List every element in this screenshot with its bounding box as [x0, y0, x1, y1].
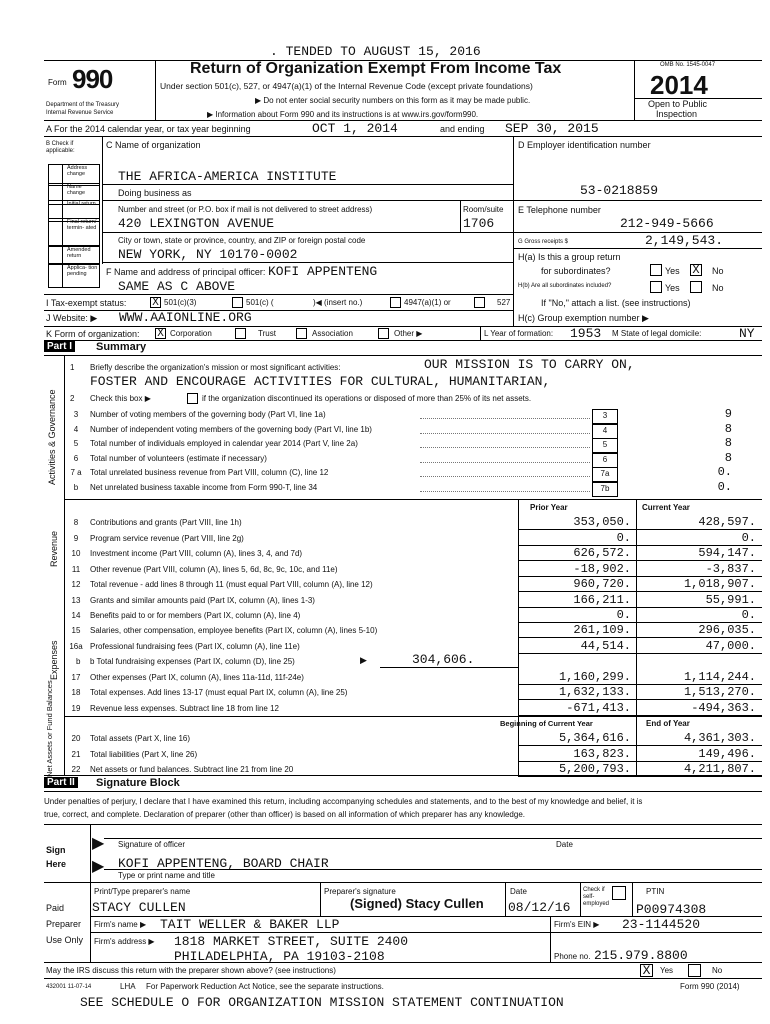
part1-title: Summary — [96, 341, 147, 353]
h-b-no-box[interactable] — [690, 281, 702, 293]
firm-ein: 23-1144520 — [622, 917, 701, 932]
prior-year-value: 5,364,616. — [558, 731, 631, 745]
line-number: 6 — [73, 453, 79, 463]
current-year-value: 1,018,907. — [683, 577, 756, 591]
current-year-value: 0. — [741, 530, 756, 545]
line16b-value: 304,606. — [412, 652, 475, 667]
prior-year-value: 1,160,299. — [558, 670, 631, 684]
tax-year-end: SEP 30, 2015 — [505, 121, 599, 136]
current-year-value: -3,837. — [705, 561, 756, 576]
h-a-no: No — [712, 266, 724, 276]
line-label: Other expenses (Part IX, column (A), lines 11a-11d, 11f-24e) — [90, 673, 304, 682]
form-trust: Trust — [258, 329, 276, 338]
discuss-no: No — [712, 966, 723, 975]
current-year-value: 149,496. — [698, 746, 756, 761]
h-b-yes-box[interactable] — [650, 281, 662, 293]
current-year-value: -494,363. — [691, 700, 756, 715]
status-insert: )◀ (insert no.) — [313, 298, 363, 307]
form-label: Form — [48, 78, 67, 87]
firm-ein-label: Firm's EIN ▶ — [554, 920, 600, 929]
current-year-value: 4,211,807. — [683, 762, 756, 776]
h-c-label: H(c) Group exemption number ▶ — [518, 313, 649, 323]
line1-label: Briefly describe the organization's mission or most significant activities: — [90, 363, 341, 372]
firm-name-label: Firm's name ▶ — [94, 920, 147, 929]
status-501c-box[interactable] — [232, 297, 243, 308]
prior-year-value: 166,211. — [573, 593, 631, 607]
eoy-header: End of Year — [646, 719, 690, 728]
h-a-no-box[interactable]: X — [690, 264, 702, 276]
line-label: Investment income (Part VIII, column (A), lines 3, 4, and 7d) — [90, 549, 303, 558]
h-b-label: H(b) Are all subordinates included? — [518, 283, 612, 289]
checkbox-name-change[interactable]: Name change — [48, 183, 100, 205]
boy-header: Beginning of Current Year — [500, 719, 593, 728]
officer-name-title: KOFI APPENTENG, BOARD CHAIR — [118, 856, 329, 871]
line-number: 20 — [71, 734, 81, 743]
line-number: 8 — [73, 518, 79, 527]
gov-line-label: Total number of individuals employed in calendar year 2014 (Part V, line 2a) — [90, 439, 358, 449]
line-number: 11 — [71, 564, 81, 574]
info-notice: ▶ Information about Form 990 and its instructions is at www.irs.gov/form990. — [207, 110, 479, 119]
prep-name-label: Print/Type preparer's name — [94, 887, 191, 896]
org-name: THE AFRICA-AMERICA INSTITUTE — [118, 169, 337, 184]
gov-line-label: Total number of volunteers (estimate if necessary) — [90, 453, 267, 463]
extension-note: . TENDED TO AUGUST 15, 2016 — [270, 44, 481, 59]
firm-phone-label: Phone no. — [554, 952, 591, 961]
h-b-yes: Yes — [665, 283, 680, 293]
gross-receipts-label: G Gross receipts $ — [518, 239, 569, 245]
line-label: Total revenue - add lines 8 through 11 (must equal Part VIII, column (A), line 12) — [90, 580, 373, 589]
line-label: Other revenue (Part VIII, column (A), lines 5, 6d, 8c, 9c, 10c, and 11e) — [90, 564, 338, 574]
form-corporation: Corporation — [170, 329, 212, 338]
status-501c3-box[interactable]: X — [150, 297, 161, 308]
self-employed-label: Check if self-employed — [583, 887, 610, 907]
open-public: Open to Public — [648, 99, 708, 109]
schedule-o-note: SEE SCHEDULE O FOR ORGANIZATION MISSION STATEMENT CONTINUATION — [80, 995, 564, 1010]
form-other: Other ▶ — [394, 329, 423, 338]
lha-label: LHA — [120, 982, 136, 991]
line-label: Total expenses. Add lines 13-17 (must equal Part IX, column (A), line 25) — [90, 688, 348, 698]
form-code: 432001 11-07-14 — [46, 984, 92, 990]
ssn-notice: ▶ Do not enter social security numbers on this form as it may be made public. — [255, 96, 531, 105]
perjury-line2: true, correct, and complete. Declaration of preparer (other than officer) is based on all information of which preparer has any knowledge. — [44, 810, 525, 819]
prior-year-value: -671,413. — [566, 700, 631, 715]
checkbox-final-return[interactable]: Final return/ termin- ated — [48, 218, 100, 246]
status-4947: 4947(a)(1) or — [404, 298, 451, 307]
gov-line-box: 4 — [592, 424, 618, 439]
block-b-label: B Check if applicable: — [46, 141, 75, 154]
prep-date: 08/12/16 — [508, 900, 571, 915]
year-formation-label: L Year of formation: — [484, 329, 554, 338]
h-a-sub: for subordinates? — [541, 266, 611, 276]
line-number: 4 — [73, 424, 79, 434]
checkbox-amended-return[interactable]: Amended return — [48, 246, 100, 264]
line-label: Total liabilities (Part X, line 26) — [90, 749, 198, 759]
line-number: 18 — [71, 688, 81, 698]
part2-tag: Part II — [44, 777, 78, 788]
h-b-note: If "No," attach a list. (see instructions) — [541, 298, 691, 308]
current-year-value: 1,513,270. — [683, 685, 756, 700]
prior-year-value: 353,050. — [573, 515, 631, 529]
gov-line-box: 6 — [592, 453, 618, 468]
tax-year-begin: OCT 1, 2014 — [312, 121, 398, 136]
discuss-yes-box[interactable]: X — [640, 964, 653, 977]
checkbox-initial-return[interactable]: Initial return — [48, 200, 100, 222]
gov-line-box: 7b — [592, 482, 618, 497]
other-box[interactable] — [378, 328, 389, 339]
ptin-label: PTIN — [646, 887, 665, 896]
line-label: Professional fundraising fees (Part IX, column (A), line 11e) — [90, 641, 300, 651]
line-number: 19 — [71, 703, 81, 713]
prior-year-value: 44,514. — [580, 638, 631, 653]
phone-label: E Telephone number — [518, 205, 601, 215]
officer-address: SAME AS C ABOVE — [118, 279, 236, 294]
line-number: 15 — [71, 626, 81, 636]
line-label: Salaries, other compensation, employee benefits (Part IX, column (A), lines 5-10) — [90, 626, 378, 636]
prior-year-value: -18,902. — [573, 561, 631, 576]
line-number: 22 — [71, 765, 81, 774]
prep-date-label: Date — [510, 887, 527, 896]
gov-line-value: 9 — [724, 407, 732, 421]
part2-title: Signature Block — [96, 777, 180, 789]
city-state-zip: NEW YORK, NY 10170-0002 — [118, 247, 298, 262]
sign-label: Sign — [46, 845, 66, 855]
street-label: Number and street (or P.O. box if mail is not delivered to street address) — [118, 205, 373, 214]
sig-officer-label: Signature of officer — [118, 840, 186, 849]
ein-value: 53-0218859 — [580, 183, 659, 198]
side-expenses: Expenses — [49, 640, 59, 680]
prior-year-header: Prior Year — [530, 503, 568, 512]
prep-sig-label: Preparer's signature — [324, 887, 396, 896]
website: WWW.AAIONLINE.ORG — [119, 310, 252, 325]
gross-receipts: 2,149,543. — [645, 233, 724, 248]
line-number: 5 — [73, 439, 79, 449]
gov-line-label: Number of independent voting members of the governing body (Part VI, line 1b) — [90, 424, 372, 434]
gov-line-value: 0. — [717, 480, 732, 494]
line-k-label: K Form of organization: — [46, 329, 140, 339]
paperwork-notice: For Paperwork Reduction Act Notice, see the separate instructions. — [146, 982, 384, 991]
preparer-label: Preparer — [46, 919, 82, 929]
dba-label: Doing business as — [118, 188, 192, 198]
line-j-label: J Website: ▶ — [46, 313, 98, 323]
line-label: Contributions and grants (Part VIII, line 1h) — [90, 518, 242, 527]
current-year-value: 296,035. — [698, 623, 756, 638]
prior-year-value: 626,572. — [573, 546, 631, 560]
room-suite: 1706 — [463, 216, 495, 231]
h-a-label: H(a) Is this a group return — [518, 252, 621, 262]
status-527-box[interactable] — [474, 297, 485, 308]
omb-number: OMB No. 1545-0047 — [660, 62, 716, 68]
gov-line-value: 0. — [717, 465, 732, 480]
phone-value: 212-949-5666 — [620, 216, 714, 231]
type-name-label: Type or print name and title — [118, 871, 215, 880]
use-only-label: Use Only — [46, 935, 84, 945]
firm-address1: 1818 MARKET STREET, SUITE 2400 — [174, 934, 409, 949]
domicile-label: M State of legal domicile: — [612, 329, 702, 338]
line-label: Program service revenue (Part VIII, line 2g) — [90, 533, 244, 543]
paid-label: Paid — [46, 903, 65, 913]
gov-line-value: 8 — [724, 436, 732, 451]
officer-label: F Name and address of principal officer: — [106, 267, 266, 277]
line-number: 9 — [73, 533, 79, 543]
assoc-box[interactable] — [296, 328, 307, 339]
h-a-yes-box[interactable] — [650, 264, 662, 276]
line-number: 14 — [71, 611, 81, 621]
line-label: Revenue less expenses. Subtract line 18 from line 12 — [90, 703, 279, 713]
line-number: 10 — [71, 549, 81, 558]
corp-box[interactable]: X — [155, 328, 166, 339]
room-label: Room/suite — [463, 205, 504, 214]
line-number: 3 — [73, 410, 79, 419]
gov-line-label: Number of voting members of the governing body (Part VI, line 1a) — [90, 410, 326, 419]
part1-tag: Part I — [44, 341, 75, 352]
line2-label: Check this box ▶ — [90, 394, 151, 403]
form-number: 990 — [72, 64, 113, 94]
org-name-label: C Name of organization — [106, 140, 201, 150]
firm-address-label: Firm's address ▶ — [94, 937, 155, 946]
current-year-header: Current Year — [642, 503, 690, 512]
prior-year-value: 0. — [616, 530, 631, 545]
firm-name: TAIT WELLER & BAKER LLP — [160, 917, 340, 932]
line2-text: if the organization discontinued its operations or disposed of more than 25% of its net assets. — [202, 394, 532, 403]
form-association: Association — [312, 329, 353, 338]
form-footer-ref: Form 990 (2014) — [680, 982, 740, 991]
gov-line-value: 8 — [724, 450, 732, 465]
side-net-assets: Net Assets or Fund Balances — [45, 680, 54, 777]
discuss-yes: Yes — [660, 966, 674, 975]
h-a-yes: Yes — [665, 266, 680, 276]
line-number: 16a — [69, 641, 83, 651]
line-i-label: I Tax-exempt status: — [46, 298, 127, 308]
firm-phone: 215.979.8800 — [594, 948, 688, 963]
city-label: City or town, state or province, country, and ZIP or foreign postal code — [118, 236, 366, 245]
status-501c3: 501(c)(3) — [164, 298, 197, 307]
current-year-value: 4,361,303. — [683, 731, 756, 745]
prior-year-value: 960,720. — [573, 577, 631, 591]
line-a-ending: and ending — [440, 124, 485, 134]
line-number: 13 — [71, 596, 81, 605]
here-label: Here — [46, 859, 67, 869]
prior-year-value: 0. — [616, 608, 631, 623]
gov-line-label: Total unrelated business revenue from Part VIII, column (C), line 12 — [90, 468, 329, 478]
current-year-value: 1,114,244. — [683, 670, 756, 684]
line-number: b — [73, 483, 79, 492]
self-employed-box[interactable] — [612, 886, 626, 900]
status-4947-box[interactable] — [390, 297, 401, 308]
checkbox-address-change[interactable]: Address change — [48, 164, 100, 186]
prep-signature: (Signed) Stacy Cullen — [350, 896, 484, 911]
discuss-question: May the IRS discuss this return with the preparer shown above? (see instructions) — [46, 966, 336, 975]
street-address: 420 LEXINGTON AVENUE — [118, 216, 275, 231]
status-527: 527 — [497, 298, 511, 307]
line-number: 21 — [71, 749, 81, 759]
h-b-no: No — [712, 283, 724, 293]
prior-year-value: 5,200,793. — [558, 762, 631, 776]
prep-name: STACY CULLEN — [92, 900, 186, 915]
line-label: Total assets (Part X, line 16) — [90, 734, 191, 743]
firm-address2: PHILADELPHIA, PA 19103-2108 — [174, 949, 385, 964]
domicile: NY — [739, 326, 755, 341]
gov-line-label: Net unrelated business taxable income from Form 990-T, line 34 — [90, 483, 318, 492]
year-formation: 1953 — [570, 326, 602, 341]
trust-box[interactable] — [235, 328, 246, 339]
current-year-value: 594,147. — [698, 546, 756, 560]
inspection-label: Inspection — [656, 109, 698, 119]
current-year-value: 428,597. — [698, 515, 756, 529]
form-subtitle: Under section 501(c), 527, or 4947(a)(1) of the Internal Revenue Code (except private foundations) — [160, 81, 533, 91]
dept-treasury: Department of the Treasury — [46, 102, 120, 108]
line16b-label: b Total fundraising expenses (Part IX, column (D), line 25) — [90, 657, 295, 666]
gov-line-box: 3 — [592, 409, 618, 424]
discuss-no-box[interactable] — [688, 964, 701, 977]
perjury-line1: Under penalties of perjury, I declare that I have examined this return, including accompanying schedules and statements, and to the best of my knowledge and belief, it is — [44, 797, 643, 806]
line-label: Benefits paid to or for members (Part IX, column (A), line 4) — [90, 611, 301, 621]
line-number: 12 — [71, 580, 81, 589]
gov-line-value: 8 — [724, 421, 732, 436]
tax-year: 2014 — [650, 70, 708, 100]
current-year-value: 55,991. — [705, 593, 756, 607]
side-revenue: Revenue — [49, 530, 59, 567]
gov-line-box: 7a — [592, 467, 618, 482]
ptin-value: P00974308 — [636, 902, 707, 917]
line-label: Grants and similar amounts paid (Part IX, column (A), lines 1-3) — [90, 596, 315, 605]
line-label: Net assets or fund balances. Subtract line 21 from line 20 — [90, 765, 294, 774]
principal-officer: KOFI APPENTENG — [268, 264, 378, 279]
mission-line2: FOSTER AND ENCOURAGE ACTIVITIES FOR CULTURAL, HUMANITARIAN, — [90, 374, 551, 389]
side-activities: Activities & Governance — [47, 389, 57, 485]
irs-label: Internal Revenue Service — [46, 110, 114, 116]
sig-date-label: Date — [556, 840, 573, 849]
current-year-value: 0. — [741, 608, 756, 623]
form-title: Return of Organization Exempt From Income Tax — [190, 60, 562, 77]
mission-line1: OUR MISSION IS TO CARRY ON, — [424, 357, 635, 372]
line-number: 17 — [71, 673, 81, 682]
line-a-label: A For the 2014 calendar year, or tax year beginning — [46, 124, 251, 134]
prior-year-value: 163,823. — [573, 746, 631, 761]
line-number: 7 a — [70, 468, 82, 478]
checkbox-application-pending[interactable]: Applica- tion pending — [48, 264, 100, 288]
gov-line-box: 5 — [592, 438, 618, 453]
current-year-value: 47,000. — [705, 638, 756, 653]
prior-year-value: 261,109. — [573, 623, 631, 638]
ein-label: D Employer identification number — [518, 140, 651, 150]
status-501c: 501(c) ( — [246, 298, 274, 307]
line2-checkbox[interactable] — [187, 393, 198, 404]
prior-year-value: 1,632,133. — [558, 685, 631, 700]
